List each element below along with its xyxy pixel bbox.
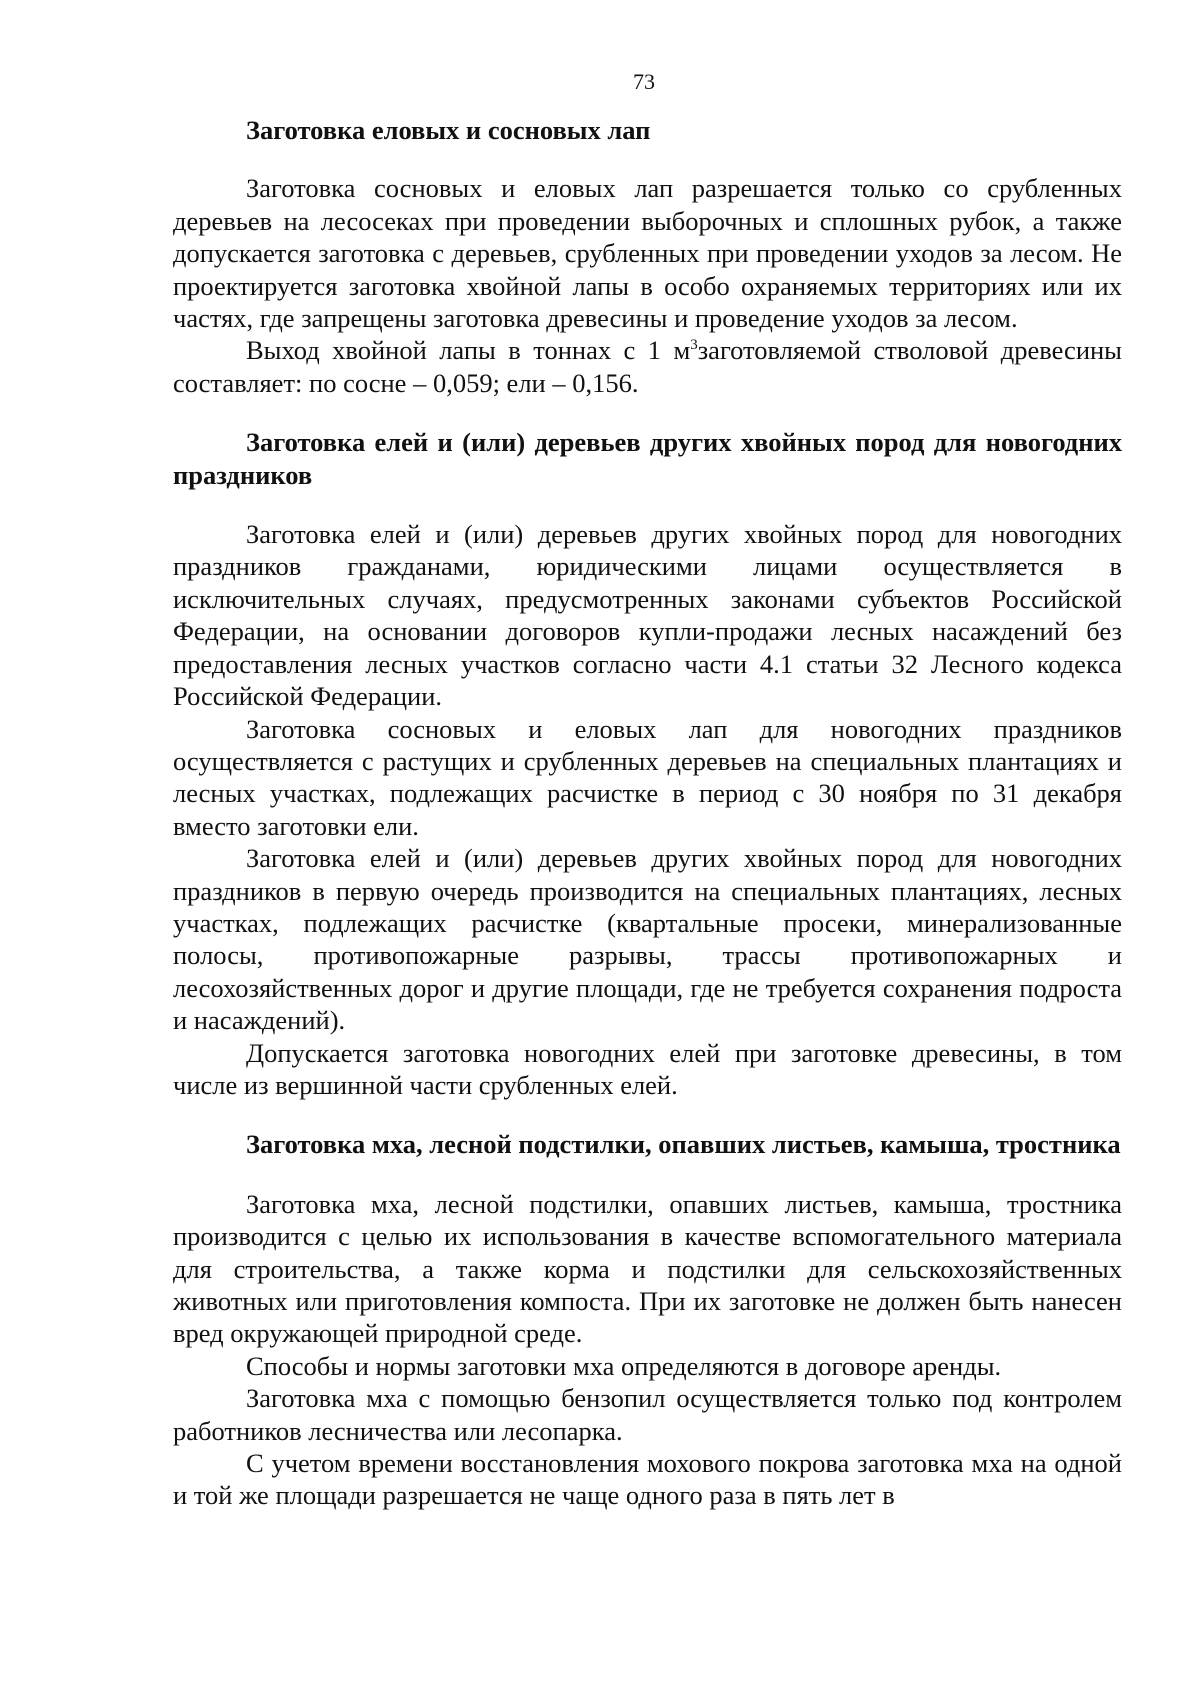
section-heading-new-year-trees: Заготовка елей и (или) деревьев других хвойных пород для новогодних праздников <box>173 427 1122 490</box>
yield-text-before: Выход хвойной лапы в тоннах с 1 м <box>246 335 691 366</box>
paragraph: С учетом времени восстановления мохового покрова заготовка мха на одной и той же площади разрешается не чаще одного раза в пять лет в <box>173 1448 1122 1511</box>
section-heading-lapnik: Заготовка еловых и сосновых лап <box>246 115 651 145</box>
paragraph-yield <box>173 334 1122 399</box>
section-heading-moss: Заготовка мха, лесной подстилки, опавших листьев, камыша, тростника <box>246 1129 1121 1160</box>
yield-text-after: заготовляемой стволовой древесины составляет: по сосне – 0,059; ели – 0,156. <box>173 335 1122 398</box>
page-number: 73 <box>633 69 655 94</box>
paragraph: Заготовка мха, лесной подстилки, опавших листьев, камыша, тростника производится с целью их использования в качестве вспомогательного материала для строительства, а также корма и подстилки для сельскохозяйственных животных или приготовления компоста. При их заготовке не должен быть нанесен вред окружающей природной среде. <box>173 1188 1122 1349</box>
paragraph: Заготовка сосновых и еловых лап для новогодних праздников осуществляется с растущих и срубленных деревьев на специальных плантациях и лесных участках, подлежащих расчистке в период с 30 ноября по 31 декабря вместо заготовки ели. <box>173 713 1122 841</box>
paragraph: Заготовка мха с помощью бензопил осуществляется только под контролем работников лесничества или лесопарка. <box>173 1383 1122 1446</box>
paragraph: Допускается заготовка новогодних елей при заготовке древесины, в том числе из вершинной части срубленных елей. <box>173 1037 1122 1100</box>
paragraph: Заготовка елей и (или) деревьев других хвойных пород для новогодних праздников в первую очередь производится на специальных плантациях, лесных участках, подлежащих расчистке (квартальные просеки, минерализованные полосы, противопожарные разрывы, трассы противопожарных и лесохозяйственных дорог и другие площади, где не требуется сохранения подроста и насаждений). <box>173 843 1122 1036</box>
paragraph: Заготовка елей и (или) деревьев других хвойных пород для новогодних праздников гражданами, юридическими лицами осуществляется в исключительных случаях, предусмотренных законами субъектов Российской Федерации, на основании договоров купли-продажи лесных насаждений без предоставления лесных участков согласно части 4.1 статьи 32 Лесного кодекса Российской Федерации. <box>173 519 1122 712</box>
superscript-cubic: 3 <box>690 337 698 354</box>
page-content <box>173 114 1122 1512</box>
paragraph: Способы и нормы заготовки мха определяются в договоре аренды. <box>246 1350 1002 1381</box>
paragraph: Заготовка сосновых и еловых лап разрешается только со срубленных деревьев на лесосеках при проведении выборочных и сплошных рубок, а также допускается заготовка с деревьев, срубленных при проведении уходов за лесом. Не проектируется заготовка хвойной лапы в особо охраняемых территориях или их частях, где запрещены заготовка древесины и проведение уходов за лесом. <box>173 173 1122 334</box>
